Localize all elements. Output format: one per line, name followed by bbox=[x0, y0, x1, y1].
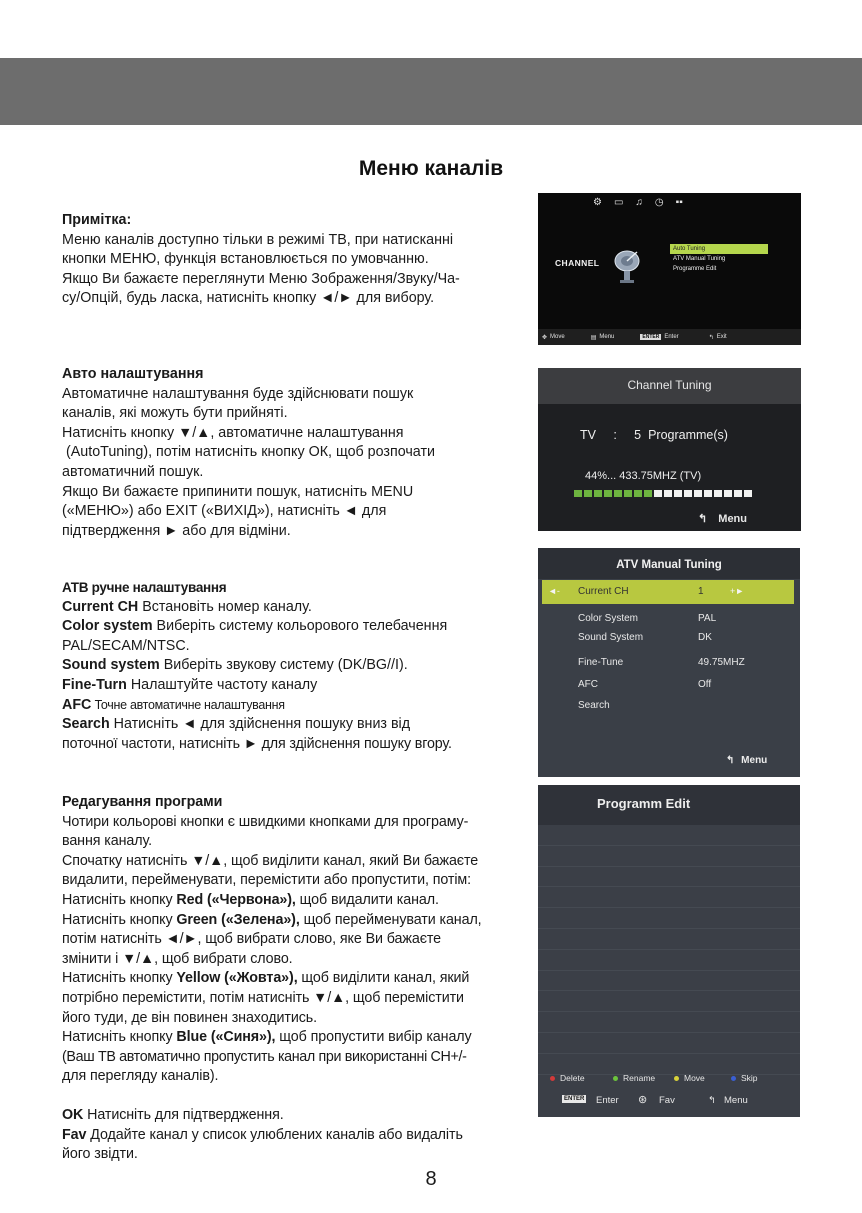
tv-programme-count: TV : 5 Programme(s) bbox=[580, 428, 728, 442]
row-value: DK bbox=[698, 632, 712, 643]
red-pre: Натисніть кнопку bbox=[62, 891, 177, 908]
return-icon: ↰ bbox=[708, 334, 714, 341]
skip-button[interactable] bbox=[731, 1073, 758, 1083]
row-label: Color System bbox=[578, 613, 639, 624]
delete-label: Delete bbox=[560, 1073, 585, 1083]
menu-item-auto-tuning[interactable]: Auto Tuning bbox=[670, 244, 768, 254]
row-search[interactable] bbox=[538, 697, 800, 715]
edit-line: видалити, перейменувати, перемістити або пропустити, потім: bbox=[62, 872, 472, 889]
page-number: 8 bbox=[425, 1168, 437, 1190]
move-icon: ✥ bbox=[542, 334, 548, 341]
progress-segment bbox=[744, 490, 752, 497]
row-fine-tune[interactable] bbox=[538, 654, 800, 672]
note-line: кнопки МЕНЮ, функція встановлюється по умовчанню. bbox=[62, 251, 429, 268]
channel-tuning-title: Channel Tuning bbox=[538, 368, 801, 404]
exit-label: Exit bbox=[716, 334, 727, 340]
progress-segment bbox=[654, 490, 662, 497]
programm-edit-title: Programm Edit bbox=[538, 785, 800, 825]
current-ch-term: Current CH bbox=[62, 598, 139, 615]
sound-system-term: Sound system bbox=[62, 657, 160, 674]
menu-icon-bar bbox=[593, 197, 683, 208]
list-item[interactable] bbox=[538, 1012, 800, 1033]
note-heading: Примітка: bbox=[62, 212, 132, 228]
yellow-term: Yellow («Жовта»), bbox=[176, 970, 298, 987]
note-line: Меню каналів доступно тільки в режимі ТВ, при натисканні bbox=[62, 231, 454, 248]
music-note-icon: ♫ bbox=[635, 197, 643, 208]
search-term: Search bbox=[62, 716, 110, 733]
return-icon: ↰ bbox=[698, 513, 708, 525]
red-term: Red («Червона»), bbox=[176, 891, 296, 908]
blue-term: Blue («Синя»), bbox=[176, 1029, 276, 1046]
progress-segment bbox=[614, 490, 622, 497]
search-desc: Натисніть ◄ для здійснення пошуку вниз від bbox=[109, 716, 411, 733]
edit-line: Спочатку натисніть ▼/▲, щоб виділити канал, який Ви бажаєте bbox=[62, 852, 479, 869]
rename-button[interactable] bbox=[613, 1073, 655, 1083]
tuning-progress-text: 44%... 433.75MHZ (TV) bbox=[585, 470, 702, 482]
progress-segment bbox=[694, 490, 702, 497]
progress-segment bbox=[714, 490, 722, 497]
enter-label: Enter bbox=[596, 1095, 619, 1106]
row-sound-system[interactable] bbox=[538, 629, 800, 647]
auto-line: Автоматичне налаштування буде здійснювати пошук bbox=[62, 385, 414, 402]
progress-segment bbox=[724, 490, 732, 497]
edit-line: вання каналу. bbox=[62, 833, 152, 850]
return-icon: ↰ bbox=[708, 1095, 716, 1106]
progress-segment bbox=[574, 490, 582, 497]
progress-segment bbox=[734, 490, 742, 497]
row-label: Search bbox=[578, 700, 610, 711]
fav-desc: Додайте канал у список улюблених каналів або видаліть bbox=[86, 1126, 463, 1143]
channel-menu-footer bbox=[538, 329, 801, 345]
row-afc[interactable] bbox=[538, 676, 800, 694]
note-line: Якщо Ви бажаєте переглянути Меню Зображення/Звуку/Ча- bbox=[62, 270, 460, 287]
tuning-progress-bar bbox=[574, 490, 752, 497]
list-item[interactable] bbox=[538, 887, 800, 908]
row-value: 49.75MHZ bbox=[698, 657, 745, 668]
move-label: Move bbox=[684, 1073, 705, 1083]
yellow-dot-icon bbox=[674, 1076, 679, 1081]
list-item[interactable] bbox=[538, 908, 800, 929]
row-label: Fine-Tune bbox=[578, 657, 624, 668]
red-post: щоб видалити канал. bbox=[295, 891, 439, 908]
fav-label: Fav bbox=[659, 1095, 675, 1106]
delete-button[interactable] bbox=[550, 1073, 585, 1083]
row-label: AFC bbox=[578, 679, 598, 690]
list-item[interactable] bbox=[538, 1033, 800, 1054]
yellow-pre: Натисніть кнопку bbox=[62, 970, 177, 987]
progress-segment bbox=[674, 490, 682, 497]
row-label: Current CH bbox=[578, 586, 629, 597]
list-item[interactable] bbox=[538, 971, 800, 992]
yellow-post: щоб виділити канал, який bbox=[297, 970, 470, 987]
atv-manual-title: ATV Manual Tuning bbox=[538, 548, 800, 579]
edit-heading: Редагування програми bbox=[62, 794, 223, 810]
right-arrow-icon[interactable]: +► bbox=[730, 586, 745, 596]
auto-line: автоматичний пошук. bbox=[62, 463, 204, 480]
atv-manual-footer bbox=[726, 755, 767, 766]
progress-segment bbox=[644, 490, 652, 497]
row-current-ch[interactable] bbox=[542, 580, 794, 604]
rename-label: Rename bbox=[623, 1073, 656, 1083]
progress-segment bbox=[664, 490, 672, 497]
ok-term: OK bbox=[62, 1106, 84, 1123]
header-band bbox=[0, 58, 862, 125]
channel-menu-list bbox=[670, 244, 768, 274]
fine-turn-term: Fine-Turn bbox=[62, 676, 127, 693]
grid-icon: ▪▪ bbox=[675, 197, 683, 208]
yellow-line-2: потрібно перемістити, потім натисніть ▼/▲, щоб перемістити bbox=[62, 989, 464, 1006]
fine-turn-desc: Налаштуйте частоту каналу bbox=[126, 676, 318, 693]
enter-label: Enter bbox=[664, 334, 679, 340]
auto-line: («МЕНЮ») або EXIT («ВИХІД»), натисніть ◄ для bbox=[62, 503, 387, 520]
note-line: су/Опцій, будь ласка, натисніть кнопку ◄/► для вибору. bbox=[62, 290, 435, 307]
green-line-2: потім натисніть ◄/►, щоб вибрати слово, яке Ви бажаєте bbox=[62, 931, 442, 948]
atv-heading: АТВ ручне налаштування bbox=[62, 580, 227, 595]
clock-icon: ◷ bbox=[654, 197, 664, 208]
green-term: Green («Зелена»), bbox=[176, 911, 300, 928]
blue-post: щоб пропустити вибір каналу bbox=[275, 1029, 472, 1046]
return-icon: ↰ bbox=[726, 755, 735, 766]
progress-segment bbox=[634, 490, 642, 497]
channel-label: CHANNEL bbox=[555, 258, 600, 268]
fav-line-2: його звідти. bbox=[62, 1146, 138, 1163]
blue-pre: Натисніть кнопку bbox=[62, 1029, 177, 1046]
row-value: PAL bbox=[698, 613, 717, 624]
progress-segment bbox=[594, 490, 602, 497]
list-item[interactable] bbox=[538, 825, 800, 846]
progress-segment bbox=[584, 490, 592, 497]
afc-desc: Точне автоматичне налаштування bbox=[91, 697, 285, 712]
skip-label: Skip bbox=[741, 1073, 758, 1083]
enter-key-badge: ENTER bbox=[642, 334, 660, 340]
progress-segment bbox=[704, 490, 712, 497]
yellow-line-3: його туди, де він повинен знаходитись. bbox=[62, 1009, 317, 1026]
channel-tuning-screen bbox=[538, 368, 801, 531]
color-system-desc-2: PAL/SECAM/NTSC. bbox=[62, 637, 190, 654]
monitor-icon: ▭ bbox=[613, 197, 624, 208]
blue-line-3: для перегляду каналів). bbox=[62, 1068, 219, 1085]
row-label: Sound System bbox=[578, 632, 644, 643]
auto-line: каналів, які можуть бути прийняті. bbox=[62, 405, 288, 422]
programm-edit-screen bbox=[538, 785, 800, 1117]
atv-section bbox=[62, 578, 532, 754]
note-section bbox=[62, 211, 522, 309]
programme-list bbox=[538, 825, 800, 1063]
progress-segment bbox=[684, 490, 692, 497]
row-value: 1 bbox=[698, 586, 704, 597]
fav-icon: ⊛ bbox=[638, 1094, 648, 1106]
green-post: щоб перейменувати канал, bbox=[299, 911, 482, 928]
auto-section bbox=[62, 365, 522, 541]
menu-key-icon: ▤ bbox=[590, 334, 597, 341]
list-item[interactable] bbox=[538, 929, 800, 950]
green-dot-icon bbox=[613, 1076, 618, 1081]
edit-line: Чотири кольорові кнопки є швидкими кнопками для програму- bbox=[62, 813, 469, 830]
blue-line-2: (Ваш ТВ автоматично пропустить канал при використанні CH+/- bbox=[62, 1048, 467, 1065]
edit-section bbox=[62, 793, 532, 1165]
auto-line: підтвердження ► або для відміни. bbox=[62, 522, 291, 539]
gear-icon: ⚙ bbox=[593, 197, 602, 208]
move-button[interactable] bbox=[674, 1073, 705, 1083]
menu-label: Menu bbox=[741, 755, 768, 766]
auto-line: Якщо Ви бажаєте припинити пошук, натисніть MENU bbox=[62, 483, 414, 500]
menu-label: Menu bbox=[599, 334, 615, 340]
ok-desc: Натисніть для підтвердження. bbox=[83, 1106, 284, 1123]
channel-menu-screen bbox=[538, 193, 801, 345]
color-key-bar bbox=[538, 1069, 800, 1087]
color-system-term: Color system bbox=[62, 618, 153, 635]
menu-item-programme-edit[interactable]: Programme Edit bbox=[673, 266, 717, 272]
search-desc-2: поточної частоти, натисніть ► для здійснення пошуку вгору. bbox=[62, 735, 452, 752]
blue-dot-icon bbox=[731, 1076, 736, 1081]
channel-tuning-footer bbox=[698, 512, 747, 525]
menu-label: Menu bbox=[724, 1095, 748, 1106]
progress-segment bbox=[624, 490, 632, 497]
programm-edit-footer bbox=[538, 1091, 800, 1111]
green-pre: Натисніть кнопку bbox=[62, 911, 177, 928]
list-item[interactable] bbox=[538, 846, 800, 867]
atv-manual-tuning-screen bbox=[538, 548, 800, 777]
left-arrow-icon[interactable]: ◄- bbox=[548, 586, 560, 596]
sound-system-desc: Виберіть звукову систему (DK/BG//I). bbox=[159, 657, 408, 674]
fav-term: Fav bbox=[62, 1126, 87, 1143]
move-label: Move bbox=[550, 334, 565, 340]
red-dot-icon bbox=[550, 1076, 555, 1081]
row-color-system[interactable] bbox=[538, 610, 800, 628]
enter-key-badge: ENTER bbox=[564, 1096, 585, 1102]
row-value: Off bbox=[698, 679, 712, 690]
list-item[interactable] bbox=[538, 867, 800, 888]
list-item[interactable] bbox=[538, 950, 800, 971]
list-item[interactable] bbox=[538, 991, 800, 1012]
menu-item-atv-manual-tuning[interactable]: ATV Manual Tuning bbox=[673, 256, 726, 262]
progress-segment bbox=[604, 490, 612, 497]
color-system-desc: Виберіть систему кольорового телебачення bbox=[152, 618, 448, 635]
green-line-3: змінити і ▼/▲, щоб вибрати слово. bbox=[62, 950, 293, 967]
auto-line: (AutoTuning), потім натисніть кнопку ОК, щоб розпочати bbox=[62, 444, 435, 461]
auto-heading: Авто налаштування bbox=[62, 366, 204, 382]
page-title: Меню каналів bbox=[358, 157, 504, 180]
current-ch-desc: Встановіть номер каналу. bbox=[138, 598, 312, 615]
afc-term: AFC bbox=[62, 696, 92, 713]
satellite-dish-icon bbox=[611, 247, 645, 283]
auto-line: Натисніть кнопку ▼/▲, автоматичне налаштування bbox=[62, 424, 404, 441]
menu-label: Menu bbox=[718, 513, 748, 525]
